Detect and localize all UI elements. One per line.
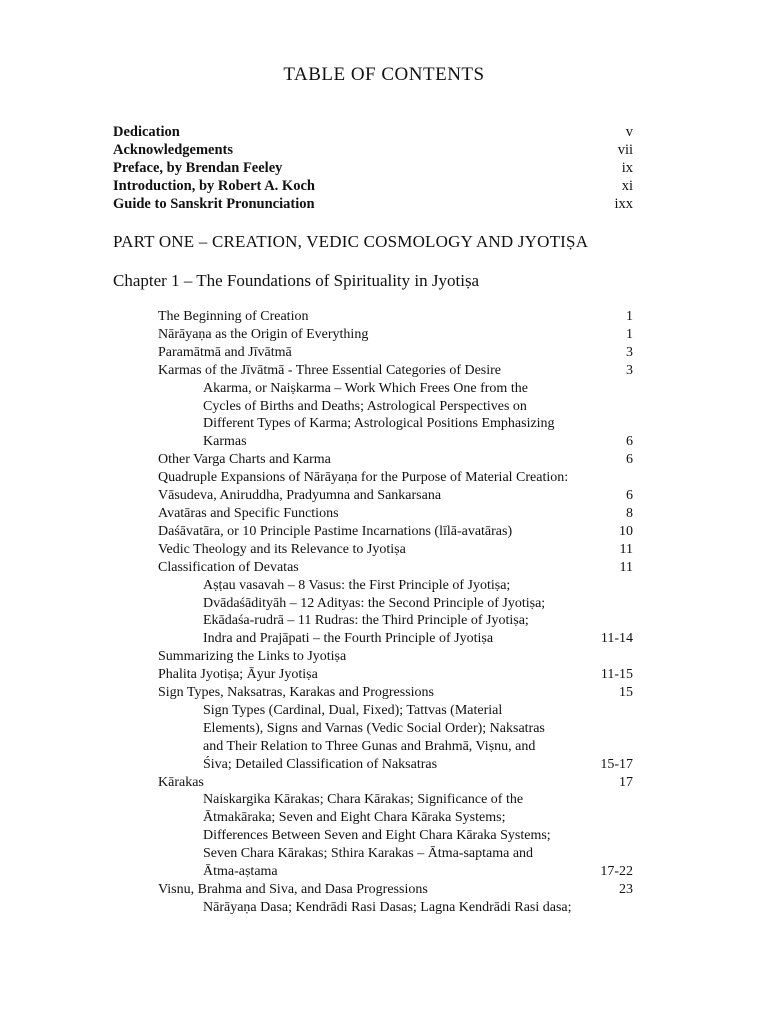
toc-entry bbox=[158, 523, 633, 541]
toc-entry bbox=[113, 177, 633, 195]
toc-subentry bbox=[158, 577, 633, 595]
entry-text: Ātmakāraka; Seven and Eight Chara Kāraka Systems; bbox=[203, 810, 506, 826]
entry-page: 3 bbox=[626, 344, 633, 360]
chapter-entries-list bbox=[158, 308, 633, 917]
entry-text: Other Varga Charts and Karma bbox=[158, 452, 331, 468]
toc-entry bbox=[158, 344, 633, 362]
entry-page: 11 bbox=[619, 541, 633, 557]
entry-text: Vedic Theology and its Relevance to Jyotiṣa bbox=[158, 541, 406, 557]
toc-entry bbox=[158, 451, 633, 469]
toc-entry bbox=[158, 505, 633, 523]
toc-subentry bbox=[158, 899, 633, 917]
toc-entry bbox=[113, 141, 633, 159]
entry-page: 10 bbox=[619, 523, 633, 539]
entry-text: Seven Chara Kārakas; Sthira Karakas – Ātma-saptama and bbox=[203, 846, 534, 862]
entry-text: Vāsudeva, Aniruddha, Pradyumna and Sankarsana bbox=[158, 488, 442, 504]
toc-entry bbox=[158, 308, 633, 326]
toc-subentry bbox=[158, 415, 633, 433]
entry-text: Ātma-aṣtama bbox=[203, 864, 278, 880]
entry-text: Quadruple Expansions of Nārāyaṇa for the Purpose of Material Creation: bbox=[158, 470, 569, 486]
entry-label: Guide to Sanskrit Pronunciation bbox=[113, 196, 315, 212]
entry-text: Elements), Signs and Varnas (Vedic Social Order); Naksatras bbox=[203, 720, 545, 736]
entry-page: v bbox=[625, 124, 633, 140]
entry-text: Śiva; Detailed Classification of Naksatras bbox=[203, 756, 438, 772]
entry-page: 15-17 bbox=[600, 756, 633, 772]
entry-text: Karmas of the Jīvātmā - Three Essential Categories of Desire bbox=[158, 362, 502, 378]
toc-entry bbox=[158, 666, 633, 684]
toc-subentry bbox=[158, 630, 633, 648]
entry-text: Ekādaśa-rudrā – 11 Rudras: the Third Principle of Jyotiṣa; bbox=[203, 613, 529, 629]
toc-subentry bbox=[158, 738, 633, 756]
entry-text: Differences Between Seven and Eight Chara Kāraka Systems; bbox=[203, 828, 551, 844]
toc-subentry bbox=[158, 595, 633, 613]
toc-entry bbox=[158, 774, 633, 792]
entry-text: Paramātmā and Jīvātmā bbox=[158, 344, 292, 360]
toc-subentry bbox=[158, 791, 633, 809]
entry-text: Akarma, or Naiṣkarma – Work Which Frees One from the bbox=[203, 380, 528, 396]
entry-page: 11-14 bbox=[600, 631, 633, 647]
entry-page: ix bbox=[621, 160, 633, 176]
entry-text: Visnu, Brahma and Siva, and Dasa Progressions bbox=[158, 882, 428, 897]
entry-text: Karmas bbox=[203, 434, 247, 450]
entry-text: Aṣṭau vasavah – 8 Vasus: the First Principle of Jyotiṣa; bbox=[203, 577, 511, 593]
entry-text: Summarizing the Links to Jyotiṣa bbox=[158, 649, 347, 665]
entry-text: Nārāyaṇa Dasa; Kendrādi Rasi Dasas; Lagna Kendrādi Rasi dasa; bbox=[203, 899, 572, 915]
entry-page: ixx bbox=[614, 196, 633, 212]
toc-entry bbox=[113, 123, 633, 141]
page-title: TABLE OF CONTENTS bbox=[283, 64, 485, 85]
entry-page: 17-22 bbox=[600, 864, 633, 880]
entry-page: 1 bbox=[626, 326, 633, 342]
toc-entry bbox=[158, 487, 633, 505]
toc-entry bbox=[158, 326, 633, 344]
entry-page: 6 bbox=[626, 434, 633, 450]
entry-text: The Beginning of Creation bbox=[158, 309, 309, 324]
entry-page: 6 bbox=[626, 488, 633, 504]
entry-page: 1 bbox=[626, 309, 633, 324]
toc-entry bbox=[113, 195, 633, 213]
chapter-heading: Chapter 1 – The Foundations of Spirituality in Jyotiṣa bbox=[113, 271, 480, 290]
entry-text: Phalita Jyotiṣa; Āyur Jyotiṣa bbox=[158, 667, 318, 683]
toc-subentry bbox=[158, 845, 633, 863]
toc-subentry bbox=[158, 809, 633, 827]
entry-page: 11-15 bbox=[600, 667, 633, 683]
front-matter-list bbox=[113, 123, 633, 213]
entry-page: 17 bbox=[619, 774, 633, 790]
entry-text: Different Types of Karma; Astrological Positions Emphasizing bbox=[203, 416, 555, 432]
entry-text: Cycles of Births and Deaths; Astrological Perspectives on bbox=[203, 398, 527, 414]
toc-entry bbox=[158, 559, 633, 577]
entry-text: Avatāras and Specific Functions bbox=[158, 505, 339, 521]
part-heading: PART ONE – CREATION, VEDIC COSMOLOGY AND JYOTIṢA bbox=[113, 232, 589, 251]
toc-subentry bbox=[158, 612, 633, 630]
toc-entry bbox=[113, 159, 633, 177]
entry-page: 6 bbox=[626, 452, 633, 468]
toc-subentry bbox=[158, 720, 633, 738]
entry-page: 8 bbox=[626, 505, 633, 521]
toc-subentry bbox=[158, 433, 633, 451]
toc-subentry bbox=[158, 827, 633, 845]
toc-subentry bbox=[158, 380, 633, 398]
entry-text: Indra and Prajāpati – the Fourth Principle of Jyotiṣa bbox=[203, 631, 494, 647]
entry-text: Daśāvatāra, or 10 Principle Pastime Incarnations (līlā-avatāras) bbox=[158, 523, 513, 539]
entry-text: Classification of Devatas bbox=[158, 559, 299, 575]
entry-page: 15 bbox=[619, 685, 633, 701]
entry-page: 11 bbox=[619, 559, 633, 575]
entry-text: Sign Types, Naksatras, Karakas and Progressions bbox=[158, 685, 434, 701]
entry-page: 3 bbox=[626, 362, 633, 378]
entry-text: Kārakas bbox=[158, 774, 204, 790]
toc-subentry bbox=[158, 863, 633, 881]
toc-entry bbox=[158, 648, 633, 666]
toc-entry bbox=[158, 362, 633, 380]
entry-label: Acknowledgements bbox=[113, 142, 234, 158]
toc-entry bbox=[158, 684, 633, 702]
entry-label: Dedication bbox=[113, 124, 180, 140]
toc-subentry bbox=[158, 702, 633, 720]
entry-label: Preface, by Brendan Feeley bbox=[113, 160, 283, 176]
entry-page: vii bbox=[617, 142, 633, 158]
entry-label: Introduction, by Robert A. Koch bbox=[113, 178, 315, 194]
entry-text: Naiskargika Kārakas; Chara Kārakas; Significance of the bbox=[203, 792, 524, 808]
entry-page: xi bbox=[621, 178, 633, 194]
entry-page: 23 bbox=[619, 882, 633, 897]
toc-subentry bbox=[158, 756, 633, 774]
entry-text: and Their Relation to Three Gunas and Brahmā, Viṣnu, and bbox=[203, 738, 536, 754]
entry-text: Nārāyaṇa as the Origin of Everything bbox=[158, 326, 369, 342]
toc-subentry bbox=[158, 398, 633, 416]
entry-text: Sign Types (Cardinal, Dual, Fixed); Tattvas (Material bbox=[203, 702, 503, 718]
toc-entry bbox=[158, 541, 633, 559]
toc-entry bbox=[158, 881, 633, 899]
toc-entry bbox=[158, 469, 633, 487]
entry-text: Dvādaśādityāh – 12 Adityas: the Second Principle of Jyotiṣa; bbox=[203, 595, 546, 611]
